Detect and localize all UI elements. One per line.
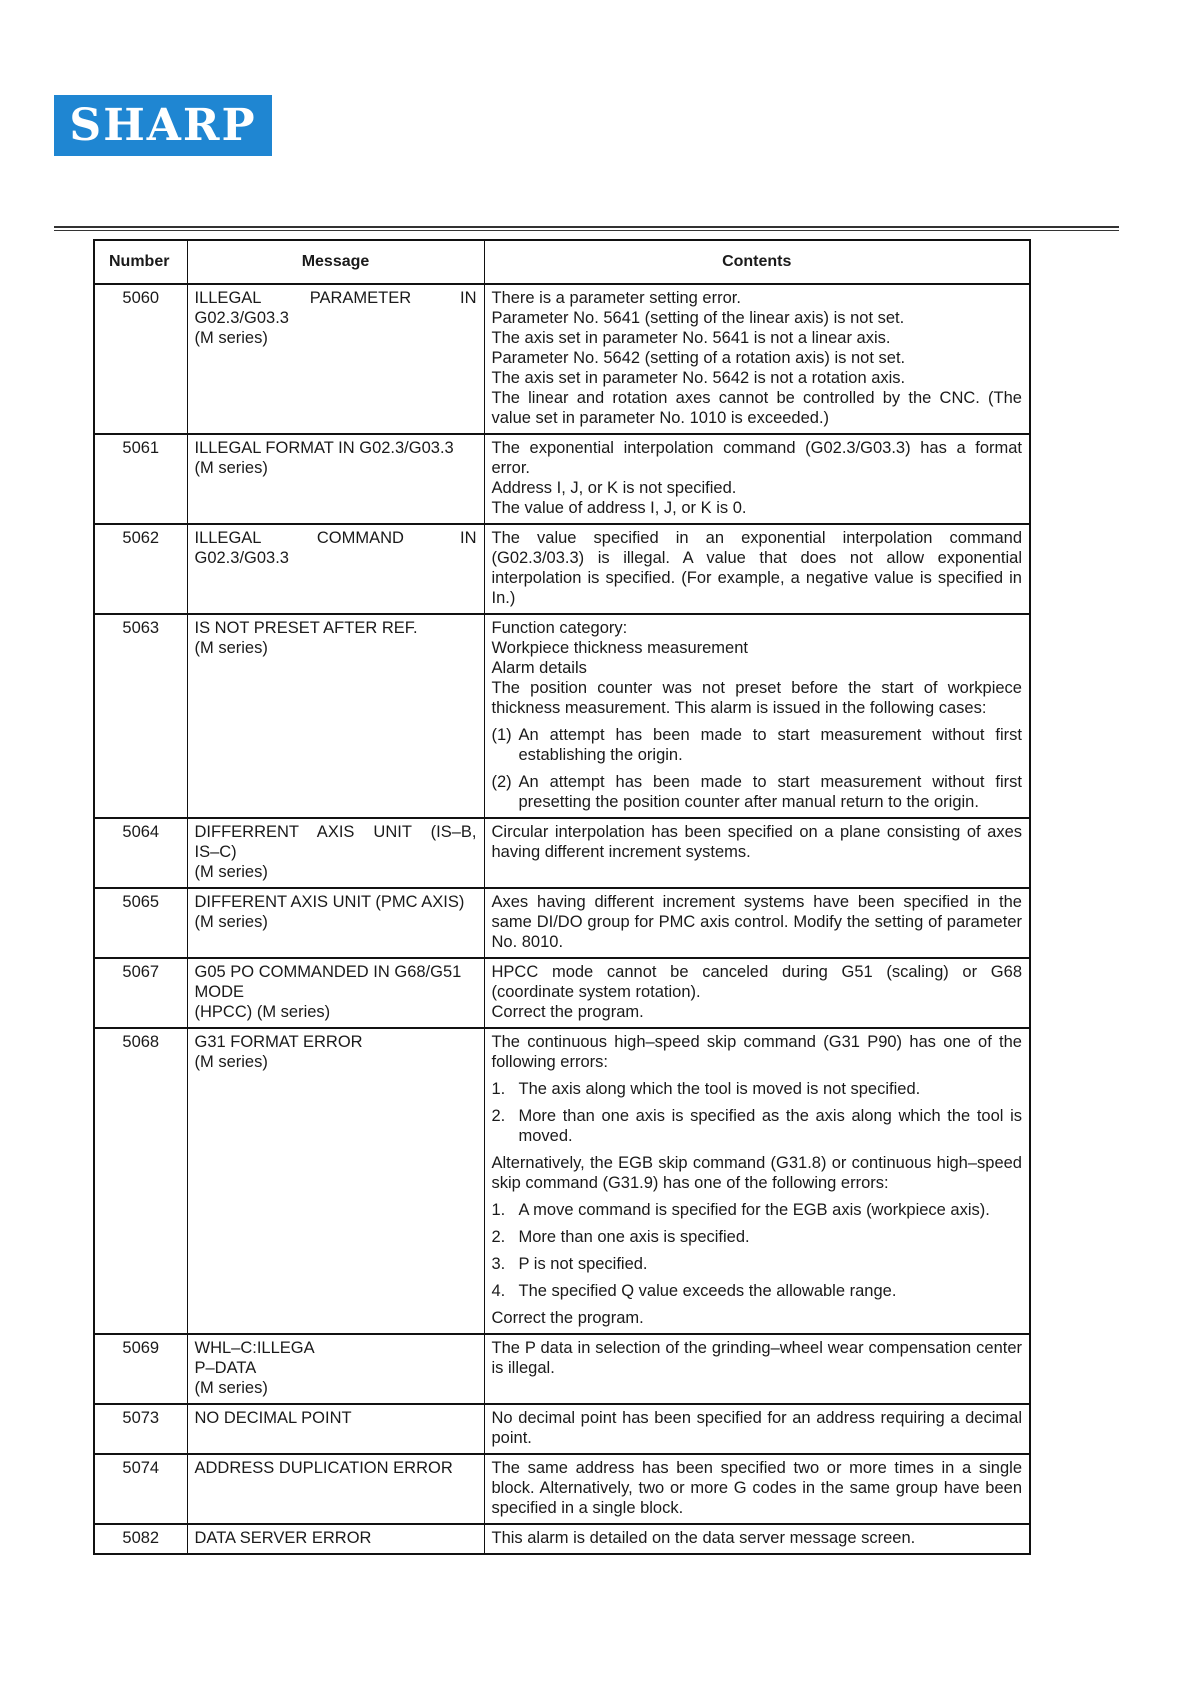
- table-row: [94, 888, 1030, 958]
- alarm-contents: [484, 818, 1030, 888]
- alarm-contents: [484, 1524, 1030, 1554]
- alarm-number: 5067: [94, 958, 187, 1028]
- list-item: [492, 772, 1023, 812]
- message-line: (M series): [194, 1053, 268, 1071]
- table-row: [94, 1334, 1030, 1404]
- list-marker: 4.: [491, 1282, 506, 1300]
- message-line: MODE: [194, 983, 244, 1001]
- alarm-number: 5074: [94, 1454, 187, 1524]
- message-line: IS–C): [194, 843, 237, 861]
- contents-line: The position counter was not preset before the start of workpiece thickness measurement. This alarm is issued in the following cases:: [491, 679, 1022, 717]
- message-line: DATA SERVER ERROR: [194, 1529, 372, 1547]
- alarm-message: [187, 1028, 484, 1334]
- contents-line: Parameter No. 5642 (setting of a rotation axis) is not set.: [491, 349, 906, 367]
- alarm-number: 5065: [94, 888, 187, 958]
- alarm-message: [187, 284, 484, 434]
- message-line: IS NOT PRESET AFTER REF.: [194, 619, 418, 637]
- table-row: [94, 614, 1030, 818]
- alarm-contents: [484, 1454, 1030, 1524]
- list-marker: (1): [491, 726, 512, 744]
- alarm-table: [93, 239, 1031, 1555]
- alarm-contents: [484, 1334, 1030, 1404]
- contents-line: HPCC mode cannot be canceled during G51 (scaling) or G68 (coordinate system rotation).: [491, 963, 1022, 1001]
- alarm-contents: [484, 434, 1030, 524]
- list-item: [492, 1227, 1023, 1247]
- alarm-message: [187, 1334, 484, 1404]
- alarm-message: [187, 434, 484, 524]
- list-text: P is not specified.: [518, 1255, 648, 1273]
- contents-line: Circular interpolation has been specified on a plane consisting of axes having different increment systems.: [491, 823, 1022, 861]
- header-rule: [54, 226, 1119, 228]
- alarm-number: 5063: [94, 614, 187, 818]
- alarm-message: [187, 888, 484, 958]
- alarm-number: 5064: [94, 818, 187, 888]
- message-line: (M series): [194, 459, 268, 477]
- message-line: ILLEGAL COMMAND IN: [194, 529, 477, 547]
- contents-line: The value of address I, J, or K is 0.: [491, 499, 747, 517]
- alarm-message: [187, 958, 484, 1028]
- message-line: ILLEGAL PARAMETER IN: [194, 289, 477, 307]
- contents-line: The axis set in parameter No. 5641 is not a linear axis.: [491, 329, 891, 347]
- list-item: [492, 1254, 1023, 1274]
- message-line: (M series): [194, 863, 268, 881]
- contents-line: Alternatively, the EGB skip command (G31.8) or continuous high–speed skip command (G31.9) has one of the following errors:: [491, 1154, 1022, 1192]
- alarm-contents: [484, 614, 1030, 818]
- contents-line: Workpiece thickness measurement: [491, 639, 748, 657]
- contents-line: Correct the program.: [491, 1309, 644, 1327]
- list-marker: 1.: [491, 1080, 506, 1098]
- message-line: P–DATA: [194, 1359, 257, 1377]
- alarm-contents: [484, 888, 1030, 958]
- alarm-number: 5061: [94, 434, 187, 524]
- message-line: G05 PO COMMANDED IN G68/G51: [194, 963, 462, 981]
- table-row: [94, 1028, 1030, 1334]
- list-marker: 2.: [491, 1107, 506, 1125]
- list-marker: 3.: [491, 1255, 506, 1273]
- contents-line: The P data in selection of the grinding–wheel wear compensation center is illegal.: [491, 1339, 1022, 1377]
- contents-line: This alarm is detailed on the data server message screen.: [491, 1529, 916, 1547]
- message-line: (M series): [194, 639, 268, 657]
- contents-line: The value specified in an exponential interpolation command (G02.3/03.3) is illegal. A value that does not allow exponential interpolation is specified. (For example, a negative value is specified in In.): [491, 529, 1022, 607]
- contents-line: Correct the program.: [491, 1003, 644, 1021]
- table-row: [94, 1404, 1030, 1454]
- header-message: Message: [187, 240, 484, 284]
- header-contents: Contents: [484, 240, 1030, 284]
- alarm-message: [187, 818, 484, 888]
- contents-line: There is a parameter setting error.: [491, 289, 741, 307]
- list-marker: 2.: [491, 1228, 506, 1246]
- contents-line: Alarm details: [491, 659, 587, 677]
- table-header-row: [94, 240, 1030, 284]
- contents-line: Function category:: [491, 619, 628, 637]
- message-line: G02.3/G03.3: [194, 309, 289, 327]
- alarm-message: [187, 1524, 484, 1554]
- message-line: (HPCC) (M series): [194, 1003, 331, 1021]
- header-rule-thin: [54, 230, 1119, 231]
- list-marker: 1.: [491, 1201, 506, 1219]
- list-item: [492, 1200, 1023, 1220]
- contents-line: No decimal point has been specified for an address requiring a decimal point.: [491, 1409, 1022, 1447]
- alarm-contents: [484, 284, 1030, 434]
- list-marker: (2): [491, 773, 512, 791]
- message-line: (M series): [194, 913, 268, 931]
- message-line: WHL–C:ILLEGA: [194, 1339, 315, 1357]
- contents-line: The exponential interpolation command (G02.3/G03.3) has a format error.: [491, 439, 1022, 477]
- alarm-message: [187, 524, 484, 614]
- contents-line: The linear and rotation axes cannot be controlled by the CNC. (The value set in parameter No. 1010 is exceeded.): [491, 389, 1022, 427]
- sharp-logo: SHARP: [54, 95, 272, 156]
- alarm-number: 5073: [94, 1404, 187, 1454]
- alarm-contents: [484, 524, 1030, 614]
- table-row: [94, 524, 1030, 614]
- message-line: G31 FORMAT ERROR: [194, 1033, 363, 1051]
- message-line: (M series): [194, 329, 268, 347]
- list-text: An attempt has been made to start measurement without first establishing the origin.: [518, 726, 1022, 764]
- alarm-contents: [484, 1404, 1030, 1454]
- list-text: More than one axis is specified as the axis along which the tool is moved.: [518, 1107, 1022, 1145]
- alarm-number: 5069: [94, 1334, 187, 1404]
- table-row: [94, 434, 1030, 524]
- alarm-number: 5082: [94, 1524, 187, 1554]
- header-number: Number: [94, 240, 187, 284]
- list-text: More than one axis is specified.: [518, 1228, 750, 1246]
- list-item: [492, 1106, 1023, 1146]
- alarm-message: [187, 1454, 484, 1524]
- contents-line: The same address has been specified two or more times in a single block. Alternatively, two or more G codes in the same group have been specified in a single block.: [491, 1459, 1022, 1517]
- list-item: [492, 725, 1023, 765]
- list-item: [492, 1281, 1023, 1301]
- list-text: The axis along which the tool is moved is not specified.: [518, 1080, 921, 1098]
- table-row: [94, 1524, 1030, 1554]
- table-row: [94, 958, 1030, 1028]
- alarm-number: 5062: [94, 524, 187, 614]
- message-line: DIFFERENT AXIS UNIT (PMC AXIS): [194, 893, 465, 911]
- list-text: A move command is specified for the EGB axis (workpiece axis).: [518, 1201, 990, 1219]
- table-row: [94, 284, 1030, 434]
- message-line: (M series): [194, 1379, 268, 1397]
- message-line: G02.3/G03.3: [194, 549, 289, 567]
- alarm-message: [187, 1404, 484, 1454]
- list-text: An attempt has been made to start measurement without first presetting the position counter after manual return to the origin.: [518, 773, 1022, 811]
- message-line: ADDRESS DUPLICATION ERROR: [194, 1459, 453, 1477]
- contents-line: Axes having different increment systems have been specified in the same DI/DO group for PMC axis control. Modify the setting of parameter No. 8010.: [491, 893, 1022, 951]
- contents-line: The axis set in parameter No. 5642 is not a rotation axis.: [491, 369, 906, 387]
- contents-line: The continuous high–speed skip command (G31 P90) has one of the following errors:: [491, 1033, 1022, 1071]
- message-line: DIFFERRENT AXIS UNIT (IS–B,: [194, 823, 477, 841]
- alarm-message: [187, 614, 484, 818]
- contents-line: Parameter No. 5641 (setting of the linear axis) is not set.: [491, 309, 905, 327]
- alarm-contents: [484, 1028, 1030, 1334]
- table-row: [94, 1454, 1030, 1524]
- table-row: [94, 818, 1030, 888]
- contents-line: Address I, J, or K is not specified.: [491, 479, 737, 497]
- list-text: The specified Q value exceeds the allowable range.: [518, 1282, 897, 1300]
- alarm-number: 5060: [94, 284, 187, 434]
- message-line: ILLEGAL FORMAT IN G02.3/G03.3: [194, 439, 454, 457]
- alarm-contents: [484, 958, 1030, 1028]
- message-line: NO DECIMAL POINT: [194, 1409, 352, 1427]
- list-item: [492, 1079, 1023, 1099]
- alarm-number: 5068: [94, 1028, 187, 1334]
